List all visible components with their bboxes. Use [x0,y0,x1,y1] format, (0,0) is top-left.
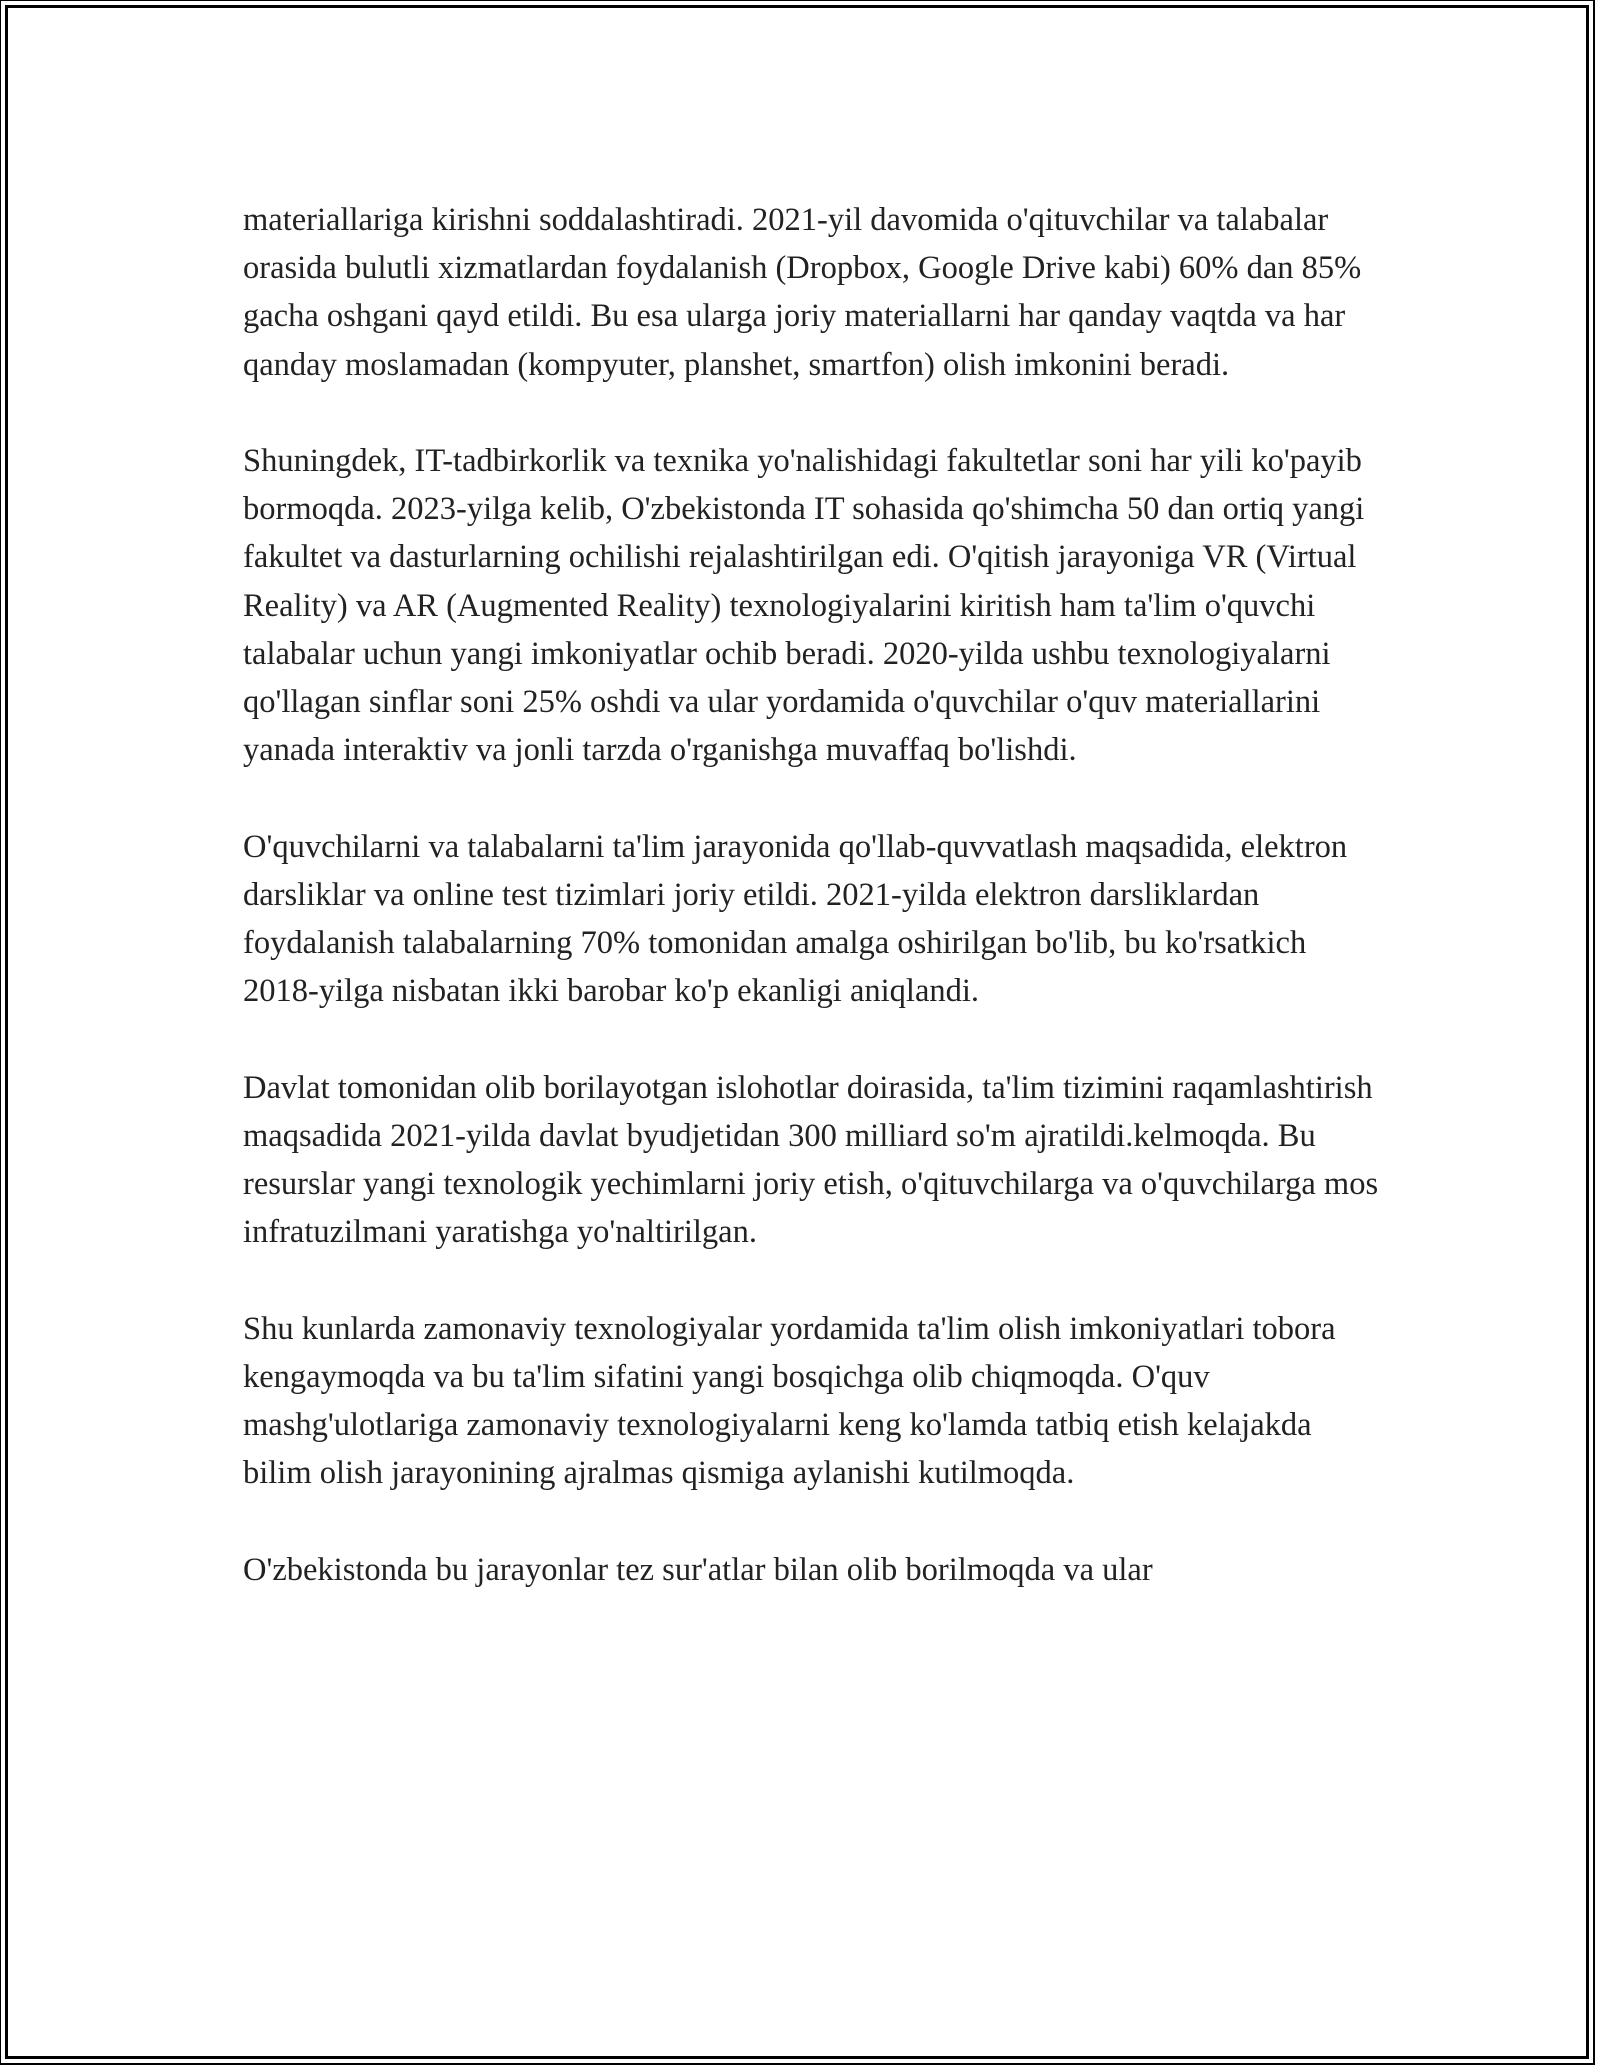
paragraph: materiallariga kirishni soddalashtiradi. 2021-yil davomida o'qituvchilar va talabalar orasida bulutli xizmatlardan foydalanish (Dropbox, Google Drive kabi) 60% dan 85% gacha oshgani qayd etildi. Bu esa ularga joriy materiallarni har qanday vaqtda va har qanday moslamadan (kompyuter, planshet, smartfon) olish imkonini beradi. [243,202,1362,383]
paragraph: O'quvchilarni va talabalarni ta'lim jarayonida qo'llab-quvvatlash maqsadida, elektron darsliklar va online test tizimlari joriy etildi. 2021-yilda elektron darsliklardan foydalanish talabalarning 70% tomonidan amalga oshirilgan bo'lib, bu ko'rsatkich 2018-yilga nisbatan ikki barobar ko'p ekanligi aniqlandi. [243,828,1348,1010]
document-body [243,196,1383,1642]
page-frame [5,5,1589,2059]
paragraph: Shuningdek, IT-tadbirkorlik va texnika yo'nalishidagi fakultetlar soni har yili ko'payib bormoqda. 2023-yilga kelib, O'zbekistonda IT sohasida qo'shimcha 50 dan ortiq yangi fakultet va dasturlarning ochilishi rejalashtirilgan edi. O'qitish jarayoniga VR (Virtual Reality) va AR (Augmented Reality) texnologiyalarini kiritish ham ta'lim o'quvchi talabalar uchun yangi imkoniyatlar ochib beradi. 2020-yilda ushbu texnologiyalarni qo'llagan sinflar soni 25% oshdi va ular yordamida o'quvchilar o'quv materiallarini yanada interaktiv va jonli tarzda o'rganishga muvaffaq bo'lishdi. [243,443,1365,769]
paragraph: O'zbekistonda bu jarayonlar tez sur'atlar bilan olib borilmoqda va ular [243,1551,1153,1588]
paragraph: Davlat tomonidan olib borilayotgan islohotlar doirasida, ta'lim tizimini raqamlashtirish maqsadida 2021-yilda davlat byudjetidan 300 milliard so'm ajratildi.kelmoqda. Bu resurslar yangi texnologik yechimlarni joriy etish, o'qituvchilarga va o'quvchilarga mos infratuzilmani yaratishga yo'naltirilgan. [243,1069,1379,1251]
paragraph: Shu kunlarda zamonaviy texnologiyalar yordamida ta'lim olish imkoniyatlari tobora kengaymoqda va bu ta'lim sifatini yangi bosqichga olib chiqmoqda. O'quv mashg'ulotlariga zamonaviy texnologiyalarni keng ko'lamda tatbiq etish kelajakda bilim olish jarayonining ajralmas qismiga aylanishi kutilmoqda. [243,1310,1336,1492]
